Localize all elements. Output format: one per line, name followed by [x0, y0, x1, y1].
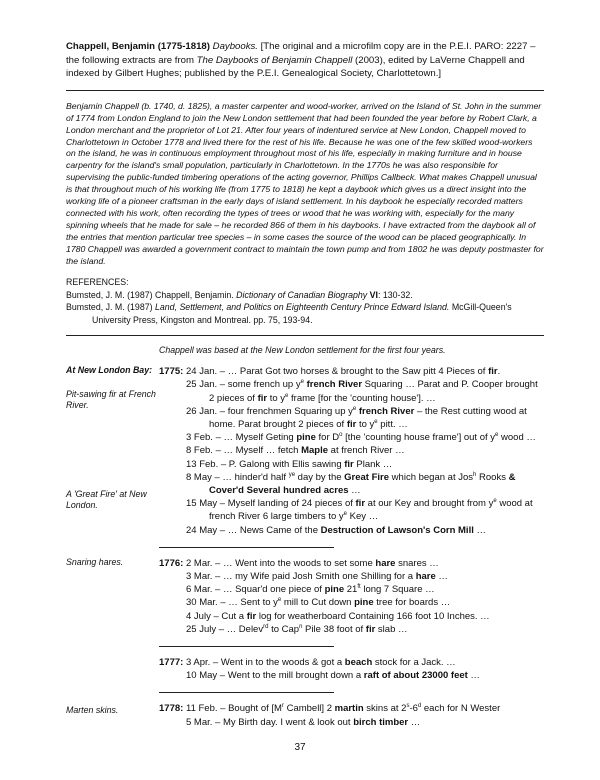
entry-note-a: [The original and a microfilm copy are in the P.E.I. PARO: 2227 – the following extracts are from: [66, 41, 536, 66]
page-number: 37: [294, 742, 306, 753]
year-divider: [159, 547, 334, 548]
intro-note: Chappell was based at the New London settlement for the first four years.: [159, 345, 446, 356]
year-section-1778: [66, 702, 544, 728]
diary-entry: 24 Jan. – … Parat Got two horses & brought to the Saw pitt 4 Pieces of fir.: [186, 366, 501, 378]
document-page: [66, 40, 544, 729]
reference-item: Bumsted, J. M. (1987) Chappell, Benjamin. Dictionary of Canadian Biography VI: 130-32.: [66, 289, 413, 300]
entry-list: [186, 702, 544, 728]
entry-list: [186, 365, 544, 537]
year-label: 1778:: [159, 703, 184, 715]
diary-entry: 11 Feb. – Bought of [$M^r$ Cambell] 2 martin skins at 2$^s$-6$^d$ each for N Wester: [186, 703, 501, 715]
year-divider: [159, 646, 334, 647]
margin-notes: [66, 702, 159, 728]
year-label: 1775:: [159, 366, 184, 378]
diary-entry: 8 May – … hinder'd half $^{ye}$ day by the Great Fire which began at Jos$^h$ Rooks & Cover'd Several hundred acres …: [186, 471, 516, 496]
year-section-1775: [66, 365, 544, 537]
diary-entry: 3 Feb. – … Myself Geting pine for $D^o$ [the 'counting house frame'] out of $y^e$ wood …: [186, 431, 536, 444]
diary-entry: 25 Jan. – some french up $y^e$ french River Squaring … Parat and P. Cooper brought 2 pieces of fir to $y^e$ frame [for the 'counting house']. …: [186, 379, 538, 404]
references-heading: REFERENCES:: [66, 277, 129, 288]
diary-entry: 13 Feb. – P. Galong with Ellis sawing fir Plank …: [186, 458, 393, 470]
diary-entry: 3 Mar. – … my Wife paid Josh Smith one Shilling for a hare …: [186, 570, 448, 582]
side-note: Marten skins.: [66, 705, 119, 716]
year-section-1777: [66, 656, 544, 682]
reference-item-continuation: University Press, Kingston and Montreal. pp. 75, 193-94.: [92, 314, 313, 325]
side-note: At New London Bay:: [66, 365, 153, 376]
diary-entry: 6 Mar. – … Squar'd one piece of pine $21^{ft}$ long 7 Square …: [186, 583, 435, 596]
biography-paragraph: Benjamin Chappell (b. 1740, d. 1825), a master carpenter and wood-worker, arrived on the Island of St. John in the summer of 1774 from London England to join the New London settlement that had been founded the year before by Robert Clark, a London merchant and the proprietor of Lot 21. After four years of indentured service at New London, Chappell moved to Charlottetown in October 1778 and lived there for the rest of his life. Because he was one of the few skilled wood-workers on the island, he was in continuous employment throughout most of his life, especially in making furniture and in house carpentry for the island's small population, particularly in Charlottetown. In the 1770s he was also responsible for supervising the public-funded timbering operations of the acting governor, Phillips Callbeck. What makes Chappell unusual is that throughout much of his working life (from 1775 to 1818) he kept a daybook which gives us a direct insight into the working life of a pioneer craftsman in the early days of island settlement. In his daybook he especially recorded matters connected with his work, often recording the types of trees or wood that he was working with, especially for the many spinning wheels that he made for sale – he recorded 866 of them in his daybooks. I have extracted from the daybook all of the entries that mention particular tree species – in some cases the source of the wood can be placed geographically. In 1780 Chappell was awarded a government contract to maintain the town pump and from 1802 he was deputy postmaster for the island.: [66, 100, 544, 266]
section-divider: [66, 90, 544, 91]
entry-note-b: (2003), edited by LaVerne Chappell and indexed by Gilbert Hughes; published by the P.E.I. Genealogical Society, Charlottetown.]: [66, 54, 525, 80]
margin-notes: [66, 365, 159, 537]
diary-entry: 30 Mar. – … Sent to $y^e$ mill to Cut down pine tree for boards …: [186, 597, 451, 609]
diary-entry: 2 Mar. – … Went into the woods to set some hare snares …: [186, 557, 439, 569]
diary-entry: 10 May – Went to the mill brought down a raft of about 23000 feet …: [186, 670, 480, 682]
diary-entry: 26 Jan. – four frenchmen Squaring up $y^e$ french River – the Rest cutting wood at home. Parat brought 2 pieces of fir to $y^e$ pitt. …: [186, 405, 527, 430]
side-note: A 'Great Fire' at New London.: [66, 488, 147, 511]
entry-list: [186, 656, 544, 682]
year-label: 1776:: [159, 557, 184, 569]
entry-list: [186, 557, 544, 636]
diary-entry: 3 Apr. – Went in to the woods & got a beach stock for a Jack. …: [186, 656, 456, 668]
section-divider: [66, 335, 544, 336]
year-label: 1777:: [159, 656, 184, 668]
diary-entry: 4 July – Cut a fir log for weatherboard Containing 166 foot 10 Inches. …: [186, 610, 490, 622]
entry-work: Daybooks.: [212, 41, 258, 52]
diary-entry: 5 Mar. – My Birth day. I went & look out birch timber …: [186, 716, 421, 728]
reference-item: Bumsted, J. M. (1987) Land, Settlement, and Politics on Eighteenth Century Prince Edward Island. McGill-Queen's: [66, 302, 512, 313]
diary-entry: 8 Feb. – … Myself … fetch Maple at french River …: [186, 445, 405, 457]
references-block: [66, 276, 544, 326]
diary-entry: 25 July – … Delev$^{rd}$ to Cap$^n$ Pile 38 foot of fir slab …: [186, 623, 408, 635]
entry-note-work: The Daybooks of Benjamin Chappell: [196, 54, 353, 66]
bibliography-entry: [66, 40, 544, 81]
diary-entry: 15 May – Myself landing of 24 pieces of fir at our Key and brought from $y^e$ wood at french River 6 large timbers to $y^e$ Key …: [186, 497, 533, 523]
entry-title: Chappell, Benjamin (1775-1818): [66, 41, 210, 52]
margin-notes: [66, 557, 159, 636]
diary-entry: 24 May – … News Came of the Destruction of Lawson's Corn Mill …: [186, 524, 486, 536]
year-section-1776: [66, 557, 544, 636]
side-note: Snaring hares.: [66, 556, 124, 567]
year-divider: [159, 692, 334, 693]
side-note: Pit-sawing fir at French River.: [66, 388, 156, 411]
